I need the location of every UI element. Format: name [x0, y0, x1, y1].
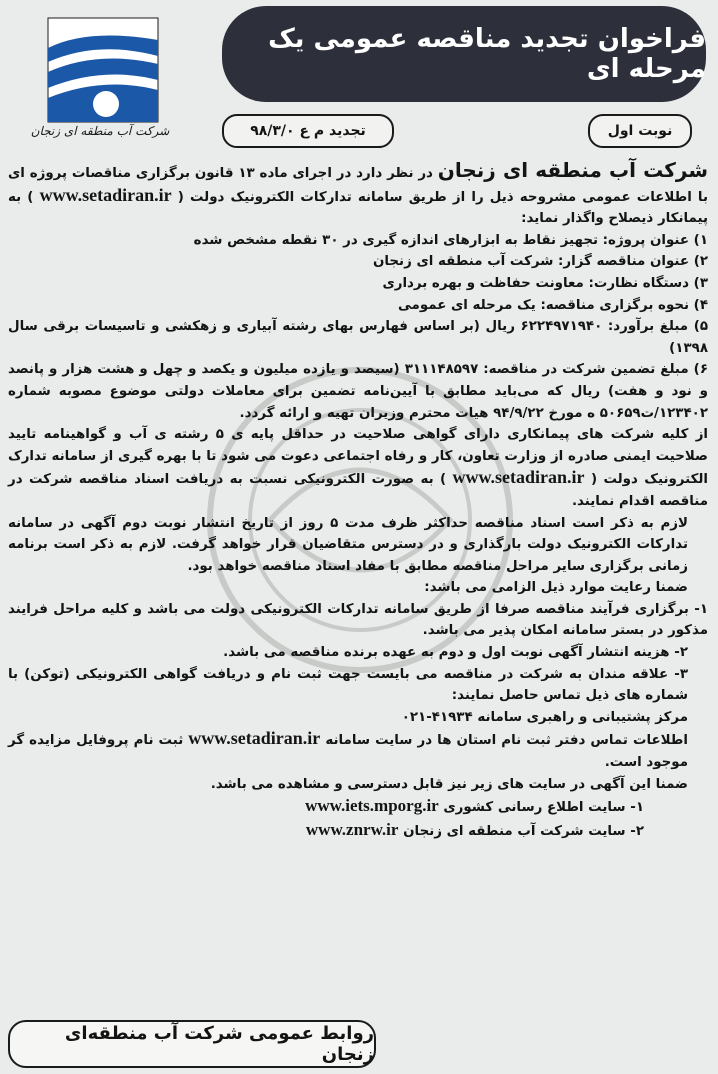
renewal-ref-badge: تجدید م ع ۹۸/۳/۰	[222, 114, 394, 148]
requirements-intro: ضمنا رعایت موارد ذیل الزامی می باشد:	[424, 580, 688, 596]
public-relations-footer: روابط عمومی شرکت آب منطقه‌ای زنجان	[8, 1020, 376, 1068]
sites-intro: ضمنا این آگهی در سایت های زیر نیز قابل دسترسی و مشاهده می باشد.	[210, 776, 688, 792]
znrw-link[interactable]: www.znrw.ir	[305, 819, 399, 839]
contact-paragraph	[8, 728, 708, 773]
project-item-2: ۲) عنوان مناقصه گزار: شرکت آب منطقه ای زنجان	[372, 254, 708, 270]
project-item-1: ۱) عنوان پروژه: تجهیز نقاط به ابزارهای اندازه گیری در ۳۰ نقطه مشخص شده	[193, 232, 708, 248]
support-center: مرکز پشتیبانی و راهبری سامانه ۴۱۹۳۴-۰۲۱	[401, 709, 688, 725]
contact-text-b: ثبت نام پروفایل مزایده گر موجود است.	[8, 733, 688, 771]
notice-paragraph: لازم به ذکر است اسناد مناقصه حداکثر ظرف مدت ۵ روز از تاریخ انتشار نوبت دوم آگهی در سامانه تدارکات الکترونیک دولت بارگذاری و در دسترس متقاضیان قرار خواهد گرفت. لازم به ذکر است برنامه زمانی برگزاری سایر مراحل مناقصه مطابق با مفاد اسناد مناقصه خواهد بود.	[8, 515, 688, 574]
iets-link[interactable]: www.iets.mporg.ir	[305, 796, 439, 816]
setadiran-link[interactable]: www.setadiran.ir	[39, 184, 172, 205]
project-item-6: ۶) مبلغ تضمین شرکت در مناقصه: ۳۱۱۱۴۸۵۹۷ (سیصد و یازده میلیون و یکصد و چهل و هشت هزار و پانصد و نود و هفت) ریال که می‌باید مطابق با آیین‌نامه تضمین برای معاملات دولتی موضوع مصوبه شماره ۱۲۳۴۰۲/ت۵۰۶۵۹ ه مورخ ۹۴/۹/۲۲ هیات محترم وزیران تهیه و ارائه گردد.	[8, 362, 708, 421]
site-label: ۲- سایت شرکت آب منطقه ای زنجان	[403, 823, 644, 839]
intro-paragraph	[8, 160, 708, 230]
invite-paragraph	[8, 424, 708, 512]
site-item-2	[8, 819, 708, 843]
invite-text-b: ) به صورت الکترونیکی نسبت به دریافت اسناد مناقصه شرکت در مناقصه اقدام نمایند.	[8, 472, 708, 509]
company-name: شرکت آب منطقه ای زنجان	[437, 158, 708, 182]
page-title: فراخوان تجدید مناقصه عمومی یک مرحله ای	[222, 6, 706, 102]
setadiran-link[interactable]: www.setadiran.ir	[188, 728, 321, 749]
site-item-1	[8, 795, 708, 819]
requirement-1: ۱- برگزاری فرآیند مناقصه صرفا از طریق سامانه تدارکات الکترونیکی دولت می باشد و کلیه مراحل فرایند مذکور در بستر سامانه امکان پذیر می باشد.	[8, 601, 708, 639]
requirement-3: ۳- علاقه مندان به شرکت در مناقصه می بایست جهت ثبت نام و دریافت گواهی الکترونیکی (توکن) با شماره های ذیل تماس حاصل نمایند:	[8, 666, 688, 704]
setadiran-link[interactable]: www.setadiran.ir	[452, 467, 585, 488]
round-badge: نوبت اول	[588, 114, 692, 148]
logo-caption: شرکت آب منطقه ای زنجان	[30, 124, 170, 138]
project-item-4: ۴) نحوه برگزاری مناقصه: یک مرحله ای عمومی	[397, 297, 708, 313]
intro-text-a: در نظر دارد در اجرای ماده ۱۳ قانون برگزاری مناقصات پروژه ای با اطلاعات عمومی مشروحه ذیل را از طریق سامانه تدارکات الکترونیک دولت (	[8, 166, 708, 205]
contact-text-a: اطلاعات تماس دفتر ثبت نام استان ها در سایت سامانه	[325, 733, 688, 749]
site-label: ۱- سایت اطلاع رسانی کشوری	[443, 800, 644, 816]
project-item-5: ۵) مبلغ برآورد: ۶۲۲۴۹۷۱۹۴۰ ریال (بر اساس فهارس بهای رشته آبیاری و زهکشی و تاسیسات برقی سال ۱۳۹۸)	[8, 319, 709, 356]
project-item-3: ۳) دستگاه نظارت: معاونت حفاظت و بهره برداری	[382, 275, 708, 291]
invite-text-a: از کلیه شرکت های پیمانکاری دارای گواهی صلاحیت در حداقل پایه ی ۵ رشته ی آب و گواهینامه تایید صلاحیت ایمنی صادره از وزارت تعاون، کار و رفاه اجتماعی دعوت می شود تا با بهره گیری از سامانه تدارک الکترونیک دولت (	[8, 427, 708, 488]
announcement-body	[8, 160, 708, 1010]
requirement-2: ۲- هزینه انتشار آگهی نوبت اول و دوم به عهده برنده مناقصه می باشد.	[223, 645, 688, 661]
intro-text-b: ) به پیمانکار ذیصلاح واگذار نماید:	[8, 189, 708, 227]
